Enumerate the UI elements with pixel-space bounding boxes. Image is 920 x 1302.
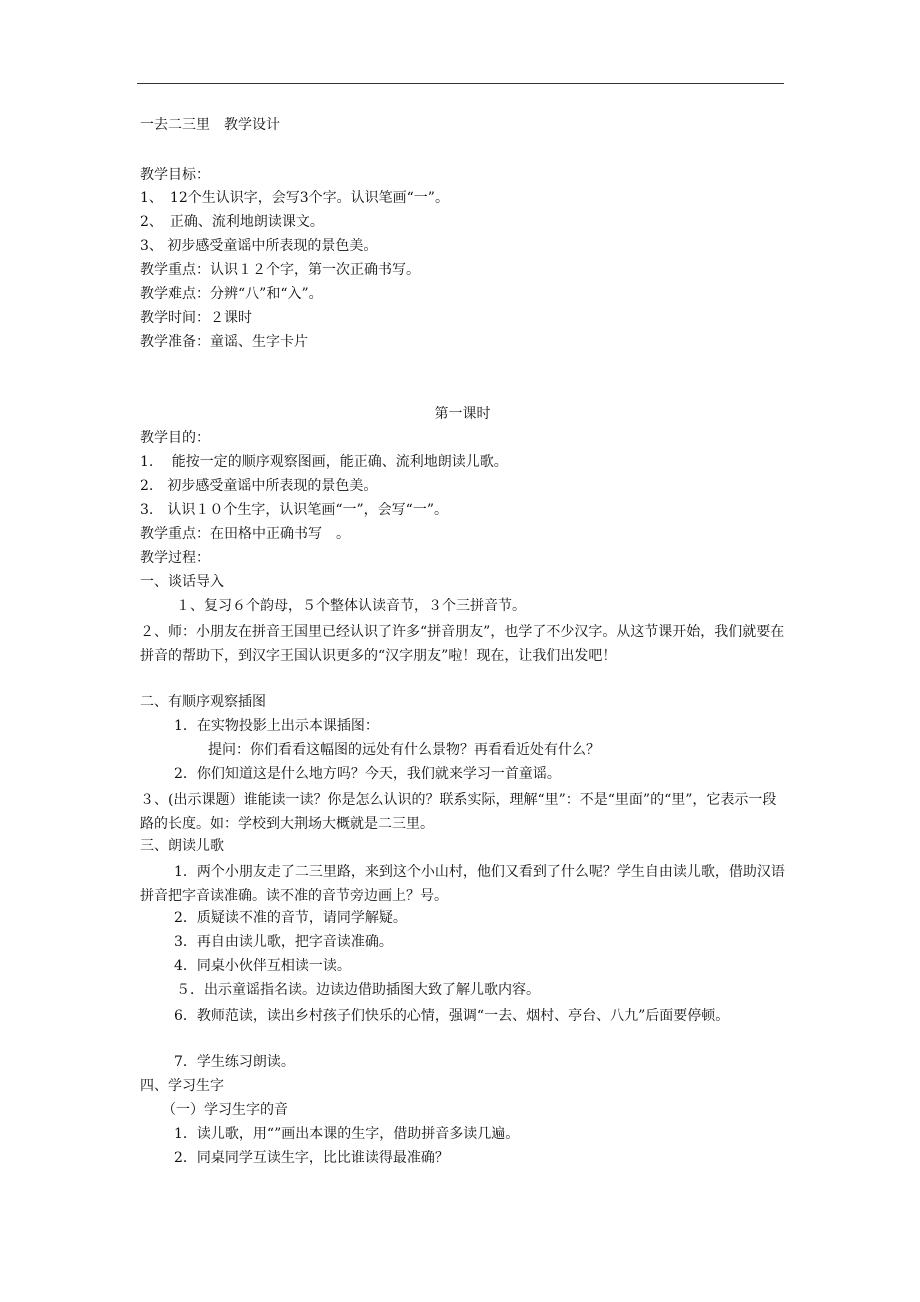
paragraph: 1．读儿歌，用“”画出本课的生字，借助拼音多读几遍。 — [174, 1126, 520, 1142]
paragraph: 1．在实物投影上出示本课插图： — [174, 718, 379, 734]
paragraph: 7．学生练习朗读。 — [174, 1054, 295, 1070]
header-rule — [137, 83, 784, 84]
paragraph: ５．出示童谣指名读。边读边借助插图大致了解儿歌内容。 — [176, 982, 540, 998]
paragraph: 1．两个小朋友走了二三里路，来到这个小山村，他们又看到了什么呢？学生自由读儿歌，借助汉语拼音把字音读准确。读不准的音节旁边画上？号。 — [140, 864, 785, 904]
goals-heading: 教学目标： — [140, 167, 210, 183]
difficulty: 教学难点：分辨“八”和“入”。 — [140, 286, 323, 302]
section-heading: 二、有顺序观察插图 — [140, 694, 266, 710]
section-heading: 三、朗读儿歌 — [140, 838, 224, 854]
paragraph: ２、师：小朋友在拼音王国里已经认识了许多“拼音朋友”，也学了不少汉字。从这节课开始，我们就要在拼音的帮助下，到汉字王国认识更多的“汉字朋友”啦！现在，让我们出发吧！ — [140, 624, 785, 664]
goal-item: 2、 正确、流利地朗读课文。 — [140, 214, 324, 230]
paragraph: 3．再自由读儿歌，把字音读准确。 — [174, 934, 393, 950]
preparation: 教学准备：童谣、生字卡片 — [140, 334, 308, 350]
paragraph: ３、(出示课题）谁能读一读？你是怎么认识的？联系实际，理解“里”：不是“里面”的“里”，它表示一段路的长度。如：学校到大荆场大概就是二三里。 — [140, 792, 777, 832]
aim-item: 1. 能按一定的顺序观察图画，能正确、流利地朗读儿歌。 — [140, 454, 508, 470]
paragraph: 4．同桌小伙伴互相读一读。 — [174, 958, 351, 974]
lesson-heading: 第一课时 — [434, 406, 491, 422]
aim-item: 2. 初步感受童谣中所表现的景色美。 — [140, 478, 378, 494]
paragraph: 2．同桌同学互读生字，比比谁读得最准确？ — [174, 1150, 449, 1166]
aim-item: 3. 认识１０个生字，认识笔画“一”，会写“一”。 — [140, 502, 448, 518]
question: 提问：你们看看这幅图的远处有什么景物？再看看近处有什么？ — [208, 742, 600, 758]
lesson-key-point: 教学重点：在田格中正确书写 。 — [140, 526, 350, 542]
goal-item: 1、 12个生认识字，会写3个字。认识笔画“一”。 — [140, 190, 449, 206]
section-heading: 四、学习生字 — [140, 1078, 224, 1094]
aims-heading: 教学目的： — [140, 430, 210, 446]
doc-title: 一去二三里 教学设计 — [140, 117, 280, 133]
key-points: 教学重点：认识１２个字，第一次正确书写。 — [140, 262, 420, 278]
teaching-time: 教学时间：２课时 — [140, 310, 252, 326]
goal-item: 3、 初步感受童谣中所表现的景色美。 — [140, 238, 378, 254]
process-heading: 教学过程： — [140, 550, 210, 566]
paragraph: １、复习６个韵母，５个整体认读音节，３个三拼音节。 — [176, 598, 526, 614]
sub-heading: （一）学习生字的音 — [162, 1102, 288, 1118]
paragraph: 2．你们知道这是什么地方吗？今天，我们就来学习一首童谣。 — [174, 766, 561, 782]
paragraph: 6．教师范读，读出乡村孩子们快乐的心情，强调“一去、烟村、亭台、八九”后面要停顿。 — [174, 1008, 730, 1024]
section-heading: 一、谈话导入 — [140, 574, 224, 590]
paragraph: 2．质疑读不准的音节，请同学解疑。 — [174, 910, 407, 926]
